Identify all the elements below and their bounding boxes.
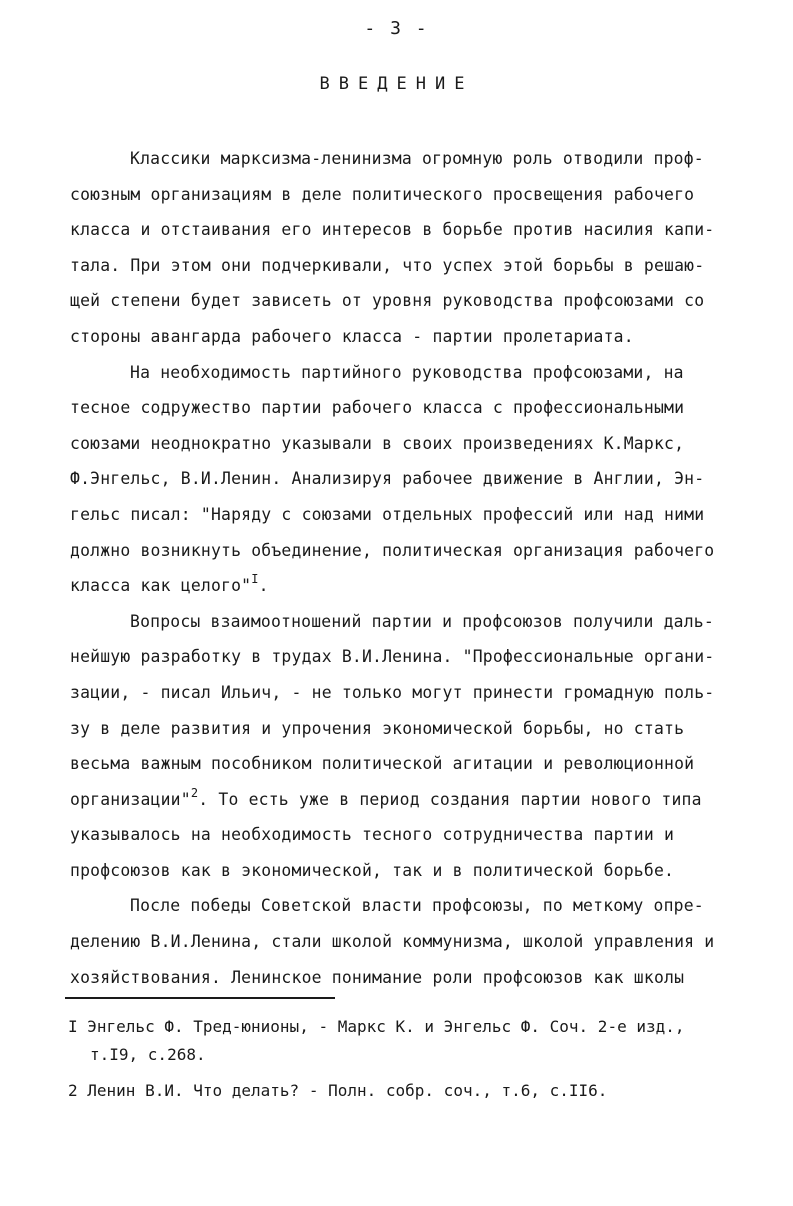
text-line: тесное содружество партии рабочего класса с профессиональными — [70, 398, 685, 418]
text-line: весьма важным пособником политической агитации и революционной — [70, 754, 695, 774]
footnote-2: 2 Ленин В.И. Что делать? - Полн. собр. соч., т.6, с.II6. — [68, 1081, 608, 1100]
text-line: На необходимость партийного руководства профсоюзами, на — [130, 362, 684, 382]
text-line: Вопросы взаимоотношений партии и профсоюзов получили даль- — [130, 611, 714, 631]
footnote-ref: 2 — [190, 785, 199, 800]
text-line: союзами неоднократно указывали в своих произведениях К.Маркс, — [70, 433, 685, 453]
text-line: делению В.И.Ленина, стали школой коммунизма, школой управления и — [70, 932, 715, 952]
page-number: - 3 - — [364, 18, 429, 39]
text-line: щей степени будет зависеть от уровня руководства профсоюзами со — [70, 291, 705, 311]
text-line — [70, 785, 760, 827]
text-line: профсоюзов как в экономической, так и в политической борьбе. — [70, 860, 675, 880]
text-line: указывалось на необходимость тесного сотрудничества партии и — [70, 825, 675, 845]
text-line: должно возникнуть объединение, политическая организация рабочего — [70, 540, 715, 560]
footnote-ref: I — [251, 572, 259, 587]
text-line: нейшую разработку в трудах В.И.Ленина. "Профессиональные органи- — [70, 647, 715, 667]
text-line: зации, - писал Ильич, - не только могут принести громадную поль- — [70, 682, 715, 702]
text-line — [70, 572, 760, 613]
text-line: стороны авангарда рабочего класса - партии пролетариата. — [70, 326, 634, 346]
text-line: хозяйствования. Ленинское понимание роли профсоюзов как школы — [70, 967, 685, 987]
text-line: Классики марксизма-ленинизма огромную роль отводили проф- — [130, 149, 704, 168]
text-fragment: . То есть уже в период создания партии нового типа — [198, 789, 702, 809]
footnote-1-continuation: т.I9, с.268. — [90, 1045, 206, 1064]
text-line: класса и отстаивания его интересов в борьбе против насилия капи- — [70, 220, 715, 240]
page-title: ВВЕДЕНИЕ — [319, 74, 474, 94]
text-line: После победы Советской власти профсоюзы, по меткому опре- — [130, 896, 704, 916]
text-line: союзным организациям в деле политического просвещения рабочего — [70, 184, 695, 204]
footnote-1: I Энгельс Ф. Тред-юнионы, - Маркс К. и Энгельс Ф. Соч. 2-е изд., — [68, 1017, 685, 1036]
text-fragment: . — [258, 576, 269, 596]
text-line: тала. При этом они подчеркивали, что успех этой борьбы в решаю- — [70, 255, 705, 275]
footnotes — [68, 1018, 768, 1110]
text-fragment: класса как целого" — [70, 576, 252, 596]
text-line: гельс писал: "Наряду с союзами отдельных профессий или над ними — [70, 504, 705, 524]
text-line: зу в деле развития и упрочения экономической борьбы, но стать — [70, 718, 685, 738]
text-fragment: организации" — [70, 789, 191, 809]
main-text — [70, 150, 760, 1004]
text-line: Ф.Энгельс, В.И.Ленин. Анализируя рабочее движение в Англии, Эн- — [70, 469, 705, 489]
footnote-divider — [65, 997, 335, 999]
